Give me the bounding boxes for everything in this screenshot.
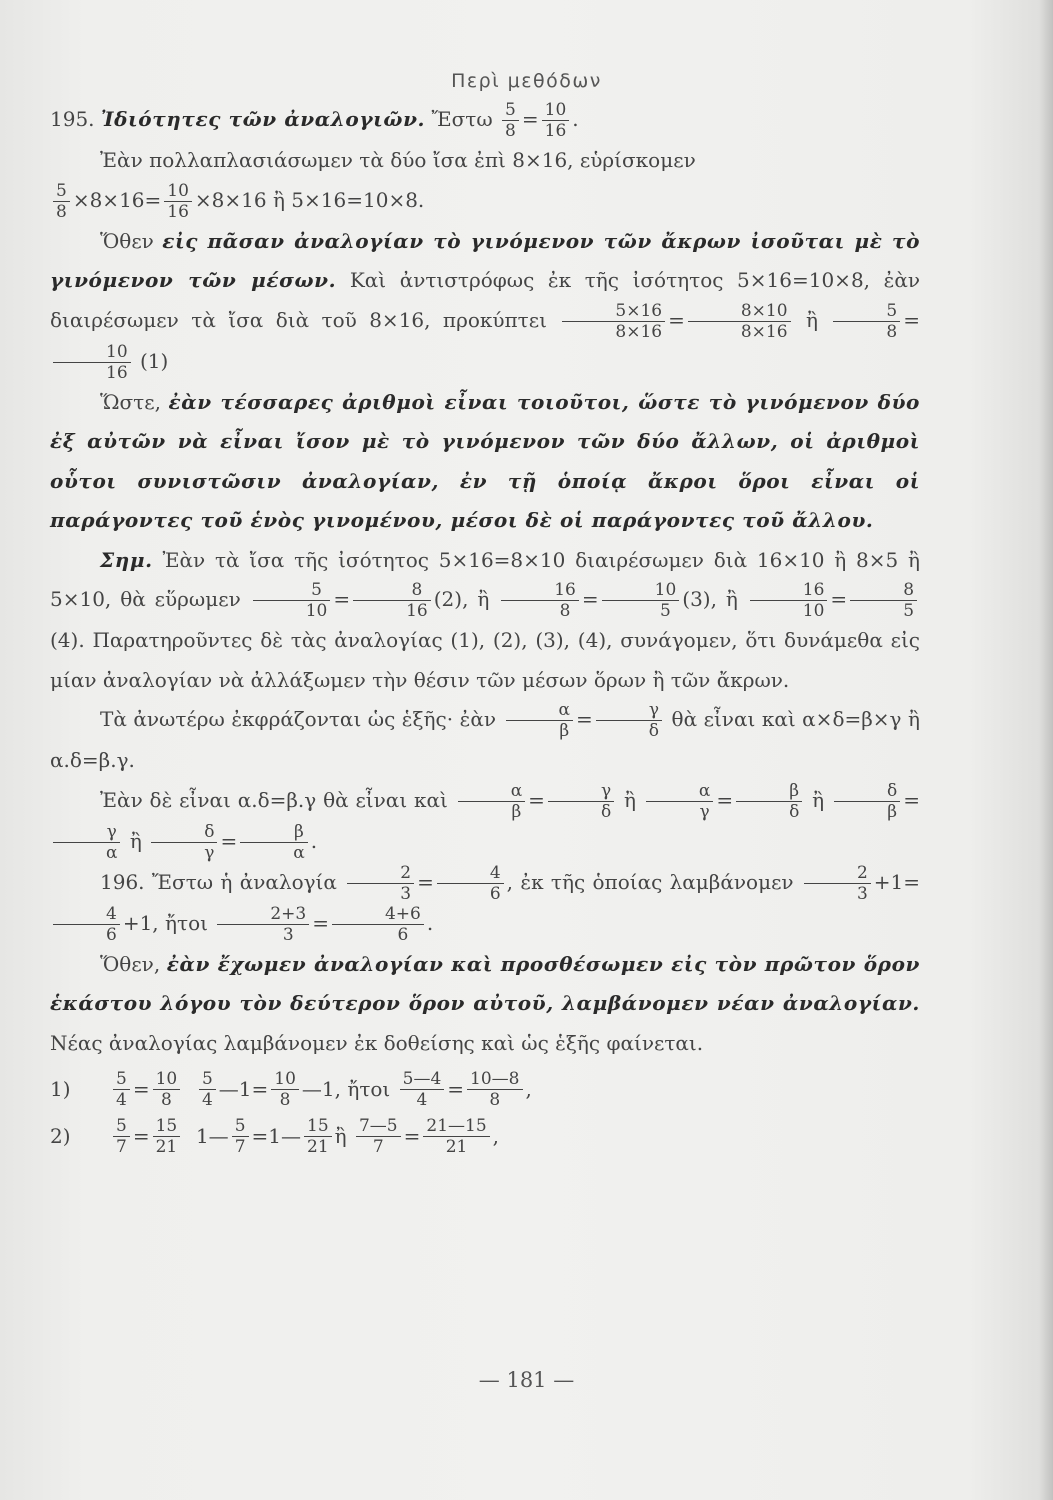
fraction-5x16-8x16: $\frac{5\times 16}{8\times 16}$ xyxy=(562,301,665,342)
text-htoi: ἤτοι xyxy=(165,910,208,935)
continuation-text: Νέας ἀναλογίας λαμβάνομεν ἐκ δοθείσης καὶ ὡς ἑξῆς φαίνεται. xyxy=(50,1030,704,1055)
rule-1-text: εἰς πᾶσαν ἀναλογίαν τὸ γινόμενον τῶν ἄκρων ἰσοῦται μὲ τὸ γινόμενον τῶν μέσων. xyxy=(50,228,921,292)
paragraph-rule-3 xyxy=(50,945,920,1064)
paragraph-express: Τὰ ἀνωτέρω ἐκφράζονται ὡς ἑξῆς· ἐὰν $\frac{\alpha}{\beta}$ = $\frac{\gamma}{\delta}$ θὰ εἶναι καὶ α×δ=β×γ ἢ α.δ=β.γ. xyxy=(50,700,921,772)
intro-text: Ἔστω ἡ ἀναλογία xyxy=(151,869,337,894)
rule-3-text: ἐὰν ἔχωμεν ἀναλογίαν καὶ προσθέσωμεν εἰς τὸν πρῶτον ὅρον ἑκάστου λόγου τὸν δεύτερον ὅρον αὐτοῦ, λαμβάνομεν νέαν ἀναλογίαν. xyxy=(50,951,920,1015)
text-othen-2: Ὅθεν, xyxy=(100,951,161,976)
page-number: — 181 — xyxy=(478,1368,575,1392)
text-wste: Ὥστε, xyxy=(100,389,161,414)
eq-label-1: (1) xyxy=(140,348,169,373)
express-text-2: θὰ εἶναι καὶ α×δ=β×γ ἢ α.δ=β.γ. xyxy=(50,707,921,772)
equation-products: $\frac{5}{8}$ ×8×16= $\frac{10}{16}$ ×8×16 ἢ 5×16=10×8. xyxy=(50,181,920,222)
note-end-text: Παρατηροῦντες δὲ τὰς ἀναλογίας (1), (2), (3), (4), συνάγομεν, ὅτι δυνάμεθα εἰς μίαν ἀναλογίαν νὰ ἀλλάξωμεν τὴν θέσιν τῶν μέσων ὅρων ἢ τῶν ἄκρων. xyxy=(50,628,920,692)
paragraph-rule-2 xyxy=(50,383,920,541)
section-196: 196. Ἔστω ἡ ἀναλογία $\frac{2}{3}$ = $\frac{4}{6}$ , ἐκ τῆς ὁποίας λαμβάνομεν $\frac{2}{3}$ +1= $\frac{4}{6}$ +1, ἤτοι $\frac{2+3}{3}$ = $\frac{4+6}{6}$ . xyxy=(50,863,920,945)
intro-text-2: , ἐκ τῆς ὁποίας λαμβάνομεν xyxy=(506,869,794,894)
running-head: Περὶ μεθόδων xyxy=(451,70,602,92)
converse-text: Καὶ ἀντιστρόφως ἐκ τῆς ἰσότητος 5×16=10×8, ἐὰν διαιρέσωμεν τὰ ἴσα διὰ τοῦ 8×16, προκύπτει xyxy=(50,268,921,332)
page-edge-shadow xyxy=(1039,0,1053,1500)
example-1: 1) 5 4 = 10 8 5 4 —1= 10 8 —1, ἤτοι 5—4 4 = 10—8 8 , xyxy=(50,1069,532,1110)
text-othen: Ὅθεν xyxy=(100,228,154,253)
express-text: Τὰ ἀνωτέρω ἐκφράζονται ὡς ἑξῆς· ἐὰν xyxy=(100,707,497,731)
paragraph-rule-1: Ὅθεν εἰς πᾶσαν ἀναλογίαν τὸ γινόμενον τῶν ἄκρων ἰσοῦται μὲ τὸ γινόμενον τῶν μέσων. Καὶ ἀντιστρόφως ἐκ τῆς ἰσότητος 5×16=10×8, ἐὰν διαιρέσωμεν τὰ ἴσα διὰ τοῦ 8×16, προκύπτει $\frac{5\times 16}{8\times 16}$ = $\frac{8\times 10}{8\times 16}$ ἢ $\frac{5}{8}$ = $\frac{10}{16}$ (1) xyxy=(50,228,921,383)
section-number: 195. xyxy=(50,107,95,131)
page-body xyxy=(50,100,920,1157)
section-195-heading: 195. Ἰδιότητες τῶν ἀναλογιῶν. Ἔστω $\frac{5}{8}$ = $\frac{10}{16}$ . xyxy=(50,100,579,141)
section-number-196: 196. xyxy=(100,869,145,894)
eq-end: ×8×16 ἢ 5×16=10×8. xyxy=(194,187,425,212)
example-2-label: 2) xyxy=(50,1123,71,1148)
fraction-5-8: $\frac{5}{8}$ xyxy=(502,100,519,141)
example-1-label: 1) xyxy=(50,1076,71,1101)
rule-2-text: ἐὰν τέσσαρες ἀριθμοὶ εἶναι τοιοῦτοι, ὥστε τὸ γινόμενον δύο ἐξ αὐτῶν νὰ εἶναι ἴσον μὲ τὸ γινόμενον τῶν δύο ἄλλων, οἱ ἀριθμοὶ οὗτοι συνιστῶσιν ἀναλογίαν, ἐν τῇ ὁποίᾳ ἄκροι ὅροι εἶναι οἱ παράγοντες τοῦ ἑνὸς γινομένου, μέσοι δὲ οἱ παράγοντες τοῦ ἄλλου. xyxy=(50,389,921,532)
paragraph-multiply: Ἐὰν πολλαπλασιάσωμεν τὰ δύο ἴσα ἐπὶ 8×16, εὑρίσκομεν xyxy=(100,148,696,172)
text-estw: Ἔστω xyxy=(431,107,493,131)
eq-mid: ×8×16= xyxy=(72,187,162,212)
paragraph-note: Σημ. Ἐὰν τὰ ἴσα τῆς ἰσότητος 5×16=8×10 διαιρέσωμεν διὰ 16×10 ἢ 8×5 ἢ 5×10, θὰ εὕρωμεν $\frac{5}{10}$ = $\frac{8}{16}$ (2), ἢ $\frac{16}{8}$ = $\frac{10}{5}$ (3), ἢ $\frac{16}{10}$ = $\frac{8}{5}$ (4). Παρατηροῦντες δὲ τὰς ἀναλογίας (1), (2), (3), (4), συνάγομεν, ὅτι δυνάμεθα εἰς μίαν ἀναλογίαν νὰ ἀλλάξωμεν τὴν θέσιν τῶν μέσων ὅρων ἢ τῶν ἄκρων. xyxy=(50,547,921,692)
if-ad-text: Ἐὰν δὲ εἶναι α.δ=β.γ θὰ εἶναι καὶ xyxy=(100,787,448,812)
note-label: Σημ. xyxy=(100,547,153,572)
note-text: Ἐὰν τὰ ἴσα τῆς ἰσότητος 5×16=8×10 διαιρέσωμεν διὰ 16×10 ἢ 8×5 ἢ 5×10, θὰ εὕρωμεν xyxy=(50,547,921,611)
paragraph-if-ad: Ἐὰν δὲ εἶναι α.δ=β.γ θὰ εἶναι καὶ $\frac{\alpha}{\beta}$ = $\frac{\gamma}{\delta}$ ἢ $\frac{\alpha}{\gamma}$ = $\frac{\beta}{\delta}$ ἢ $\frac{\delta}{\beta}$ = $\frac{\gamma}{\alpha}$ ἢ $\frac{\delta}{\gamma}$ = $\frac{\beta}{\alpha}$ . xyxy=(50,781,920,863)
section-title: Ἰδιότητες τῶν ἀναλογιῶν. xyxy=(100,107,426,131)
fraction-10-16: $\frac{10}{16}$ xyxy=(542,100,570,141)
example-2: 2) 5 7 = 15 21 1— 5 7 =1— 15 21 ἢ 7—5 7 = 21—15 21 , xyxy=(50,1116,500,1157)
